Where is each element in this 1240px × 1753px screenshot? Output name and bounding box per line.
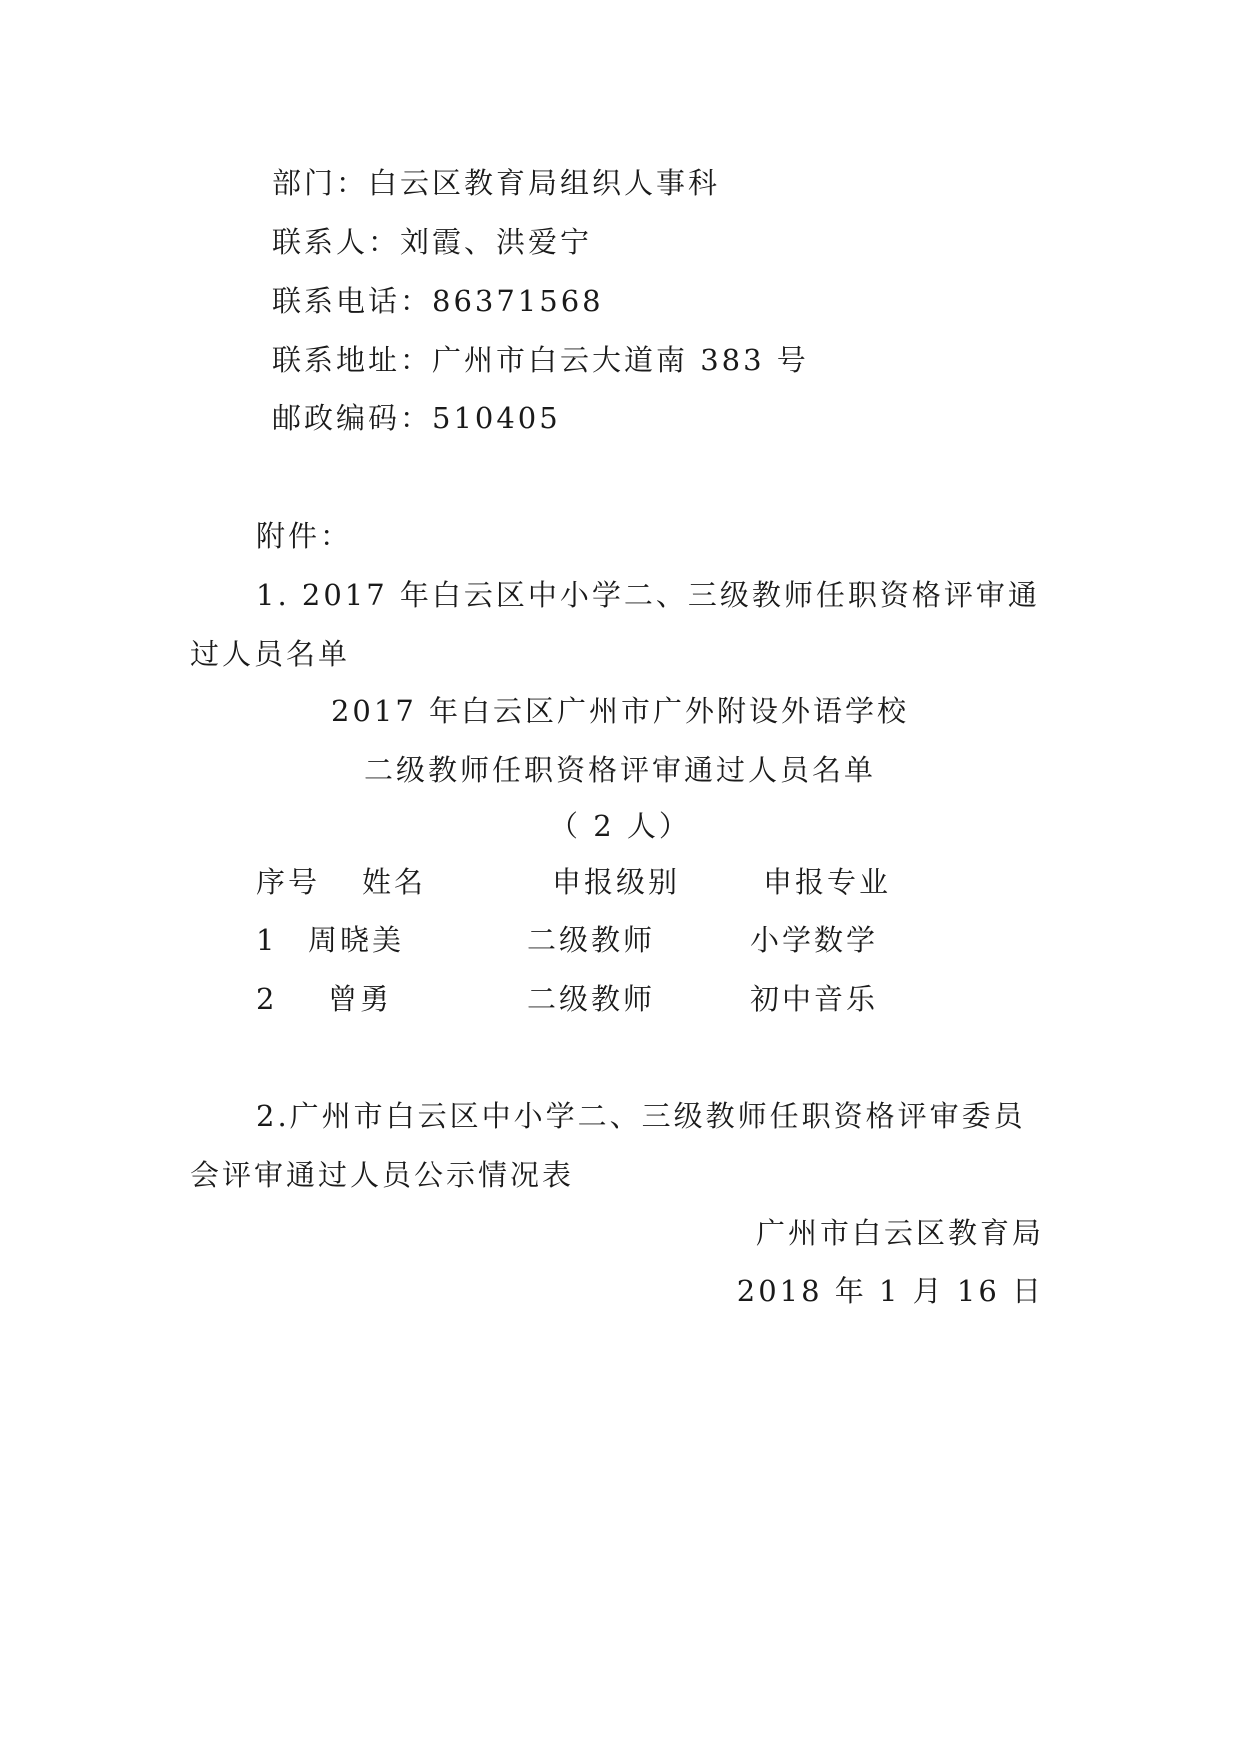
row-subject: 初中音乐 bbox=[750, 982, 879, 1016]
contact-address: 联系地址：广州市白云大道南 383 号 bbox=[272, 343, 809, 377]
header-index: 序号 bbox=[256, 865, 321, 899]
list-title-line-2: 二级教师任职资格评审通过人员名单 bbox=[363, 753, 876, 787]
header-level: 申报级别 bbox=[552, 865, 681, 899]
row-index: 2 bbox=[256, 982, 278, 1016]
row-name: 周晓美 bbox=[308, 923, 405, 957]
row-index: 1 bbox=[256, 923, 278, 957]
attachment-2-line-1: 2.广州市白云区中小学二、三级教师任职资格评审委员 bbox=[256, 1099, 1026, 1133]
attachments-label: 附件： bbox=[256, 519, 353, 553]
contact-person: 联系人：刘霞、洪爱宁 bbox=[272, 225, 593, 259]
signature-org: 广州市白云区教育局 bbox=[755, 1216, 1044, 1250]
attachment-1-line-2: 过人员名单 bbox=[190, 637, 351, 671]
list-count: （ 2 人） bbox=[549, 809, 691, 843]
header-subject: 申报专业 bbox=[763, 865, 892, 899]
contact-phone: 联系电话：86371568 bbox=[272, 284, 604, 318]
contact-postcode: 邮政编码：510405 bbox=[272, 401, 561, 435]
header-name: 姓名 bbox=[362, 865, 427, 899]
row-subject: 小学数学 bbox=[750, 923, 879, 957]
row-level: 二级教师 bbox=[527, 982, 656, 1016]
attachment-1-line-1: 1. 2017 年白云区中小学二、三级教师任职资格评审通 bbox=[256, 578, 1040, 612]
row-name: 曾勇 bbox=[328, 982, 393, 1016]
contact-department: 部门：白云区教育局组织人事科 bbox=[272, 166, 721, 200]
list-title-line-1: 2017 年白云区广州市广外附设外语学校 bbox=[330, 694, 910, 728]
attachment-2-line-2: 会评审通过人员公示情况表 bbox=[190, 1158, 575, 1192]
signature-date: 2018 年 1 月 16 日 bbox=[736, 1274, 1044, 1308]
row-level: 二级教师 bbox=[527, 923, 656, 957]
